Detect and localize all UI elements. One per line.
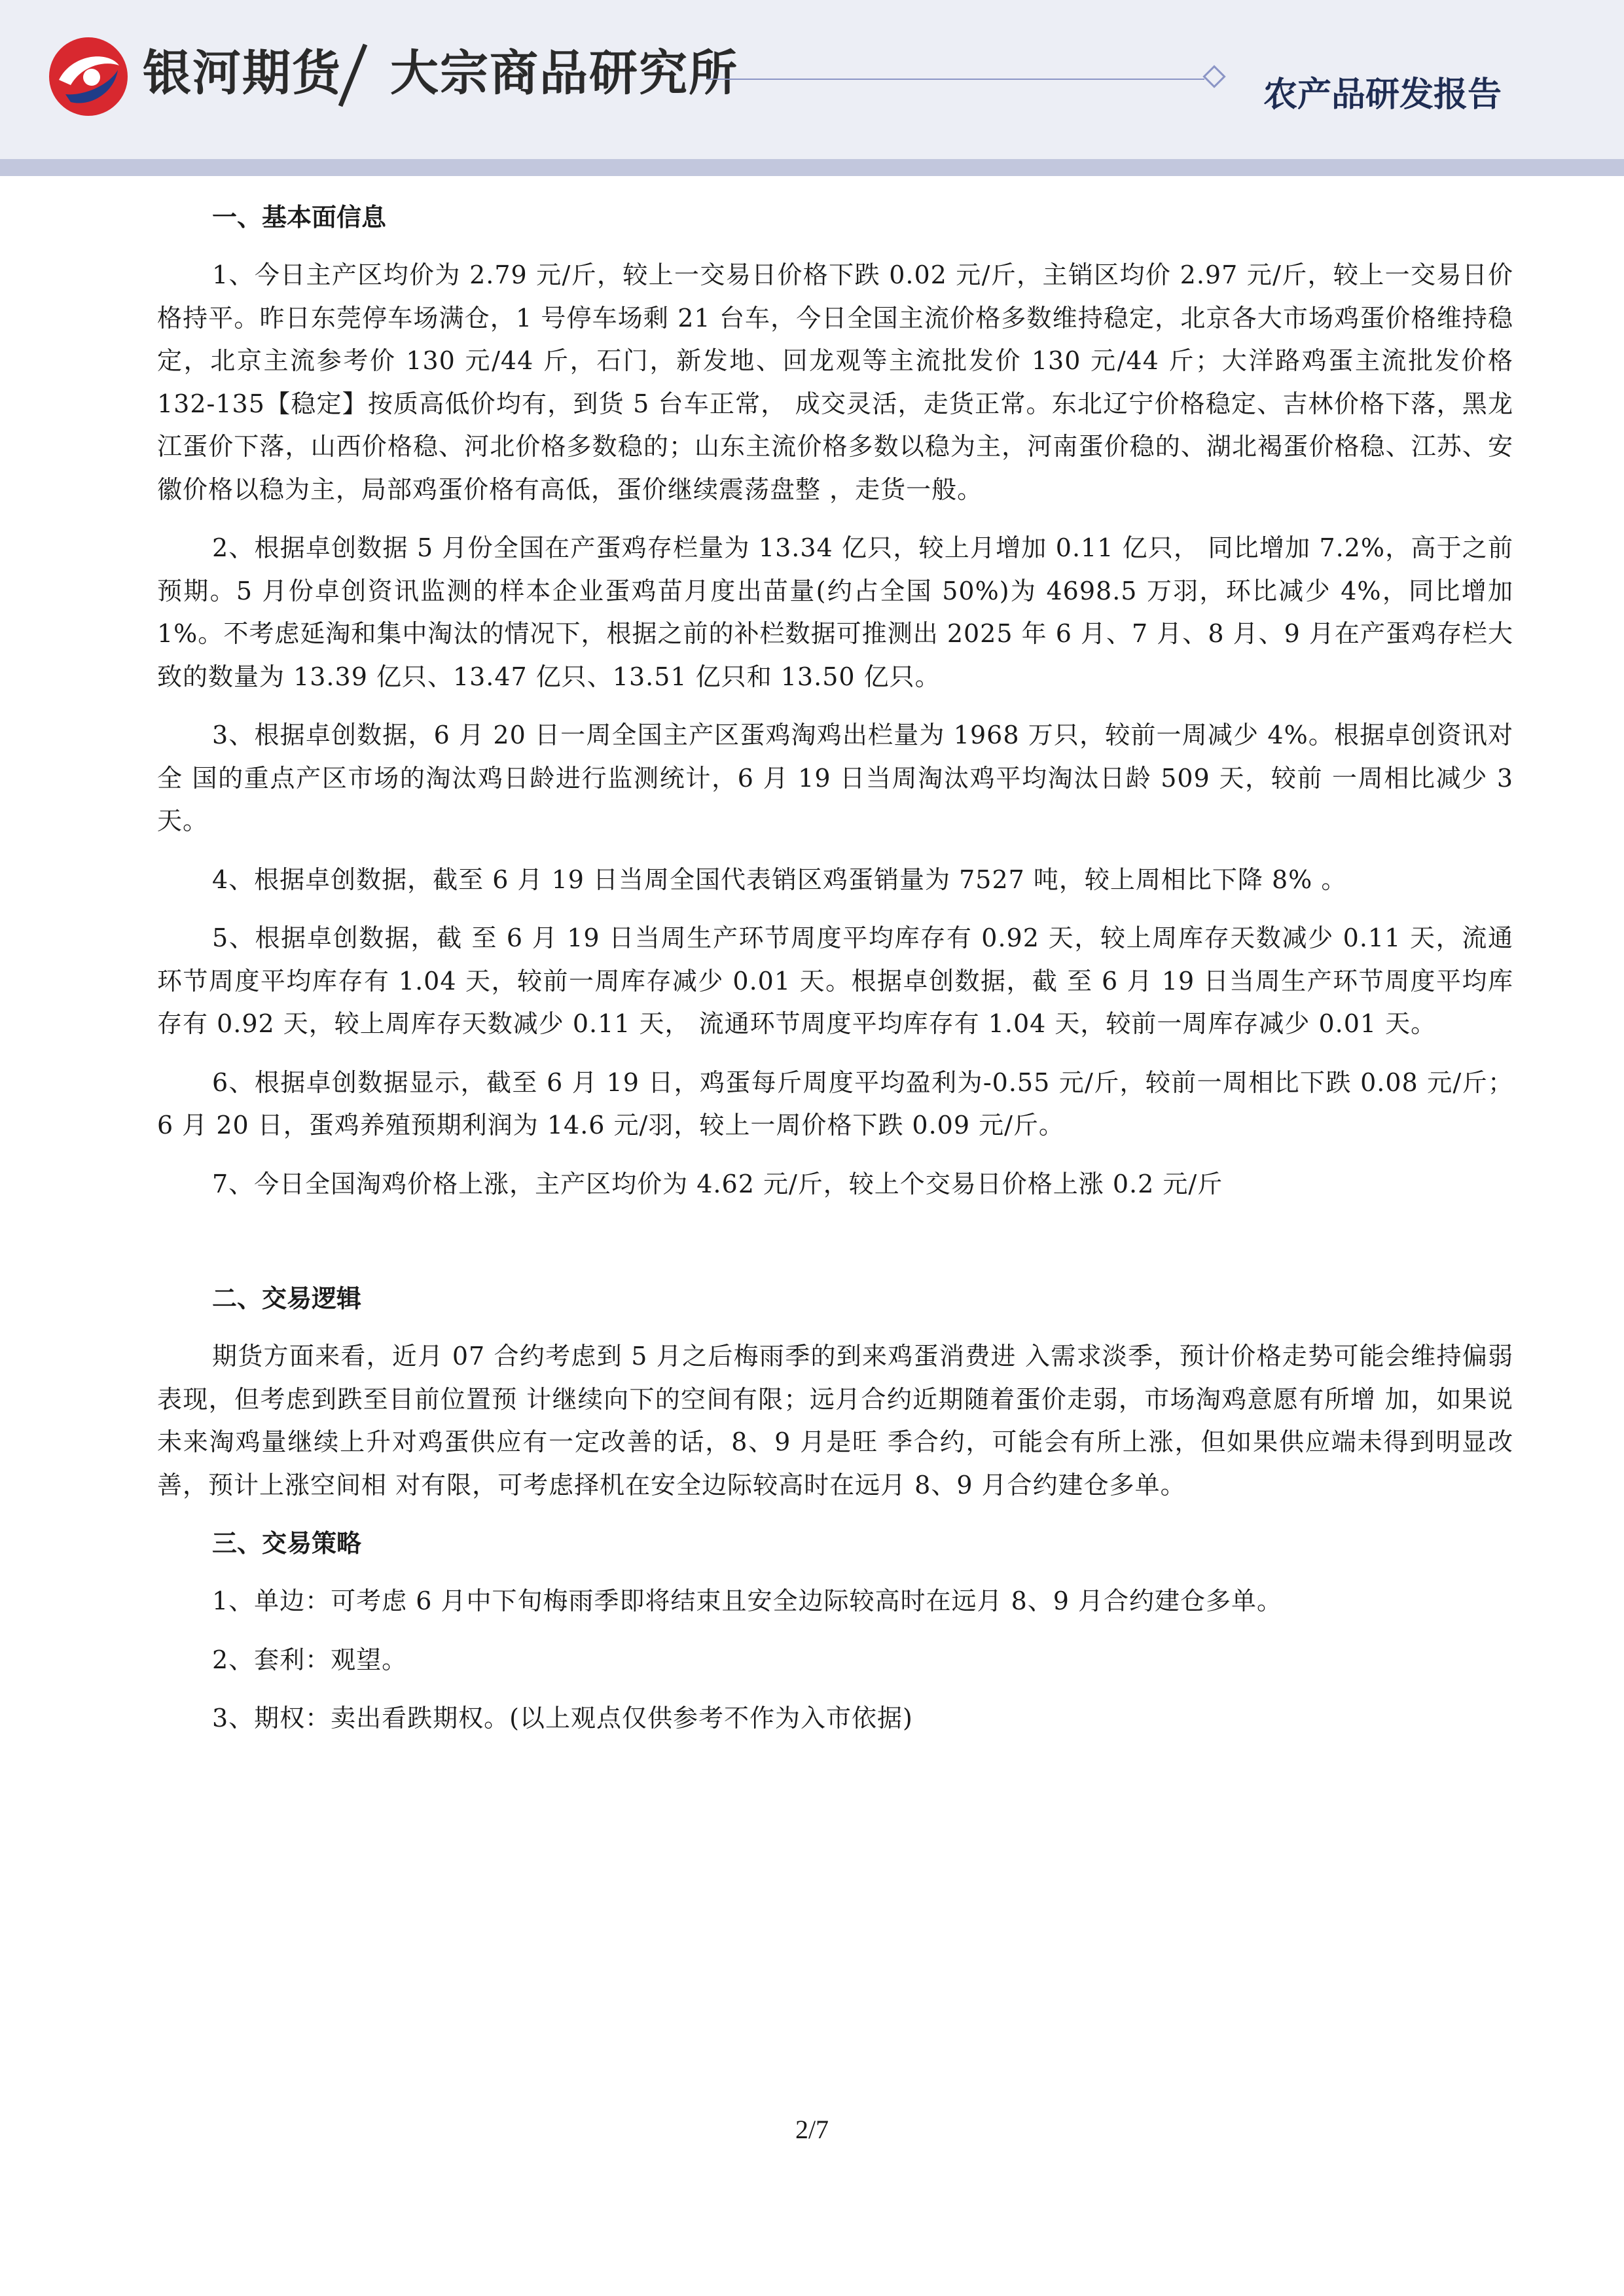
report-body [157,196,1513,1740]
header-accent-bar [0,159,1624,176]
section-title-trading-logic: 二、交易逻辑 [212,1283,362,1313]
paragraph: 5、根据卓创数据，截 至 6 月 19 日当周生产环节周度平均库存有 0.92 天，较上周库存天数减少 0.11 天，流通环节周度平均库存有 1.04 天，较前一周库存减少 0.01 天。根据卓创数据，截 至 6 月 19 日当周生产环节周度平均库存有 0.92 天，较上周库存天数减少 0.11 天， 流通环节周度平均库存有 1.04 天，较前一周库存减少 0.01 天。 [157,924,1513,1038]
header-divider [333,39,372,111]
page-number: 2/7 [795,2115,829,2144]
paragraph: 2、套利：观望。 [212,1645,408,1674]
paragraph: 1、单边：可考虑 6 月中下旬梅雨季即将结束且安全边际较高时在远月 8、9 月合约建仓多单。 [212,1587,1283,1615]
paragraph: 6、根据卓创数据显示，截至 6 月 19 日，鸡蛋每斤周度平均盈利为-0.55 元/斤，较前一周相比下跌 0.08 元/斤； 6 月 20 日，蛋鸡养殖预期利润为 14.6 元/羽，较上一周价格下跌 0.09 元/斤。 [157,1067,1513,1139]
department-name: 大宗商品研究所 [390,45,738,101]
paragraph: 3、根据卓创数据，6 月 20 日一周全国主产区蛋鸡淘鸡出栏量为 1968 万只，较前一周减少 4%。根据卓创资讯对全 国的重点产区市场的淘汰鸡日龄进行监测统计，6 月 19 日当周淘汰鸡平均淘汰日龄 509 天，较前 一周相比减少 3 天。 [157,721,1513,835]
galaxy-logo-icon [46,34,131,119]
paragraph: 2、根据卓创数据 5 月份全国在产蛋鸡存栏量为 13.34 亿只，较上月增加 0.11 亿只， 同比增加 7.2%，高于之前预期。5 月份卓创资讯监测的样本企业蛋鸡苗月度出苗量(约占全国 50%)为 4698.5 万羽，环比减少 4%，同比增加 1%。不考虑延淘和集中淘汰的情况下，根据之前的补栏数据可推测出 2025 年 6 月、7 月、8 月、9 月在产蛋鸡存栏大致的数量为 13.39 亿只、13.47 亿只、13.51 亿只和 13.50 亿只。 [157,533,1513,691]
page-header [0,0,1624,159]
header-decoration [707,64,1231,94]
section-title-fundamentals: 一、基本面信息 [212,202,387,232]
brand-name: 银河期货 [143,45,342,101]
paragraph: 期货方面来看，近月 07 合约考虑到 5 月之后梅雨季的到来鸡蛋消费进 入需求淡季，预计价格走势可能会维持偏弱表现，但考虑到跌至目前位置预 计继续向下的空间有限；远月合约近期随着蛋价走弱，市场淘鸡意愿有所增 加，如果说未来淘鸡量继续上升对鸡蛋供应有一定改善的话，8、9 月是旺 季合约，可能会有所上涨，但如果供应端未得到明显改善，预计上涨空间相 对有限，可考虑择机在安全边际较高时在远月 8、9 月合约建仓多单。 [157,1342,1513,1499]
report-type: 农产品研发报告 [1263,75,1502,115]
paragraph: 1、今日主产区均价为 2.79 元/斤，较上一交易日价格下跌 0.02 元/斤，主销区均价 2.97 元/斤，较上一交易日价格持平。昨日东莞停车场满仓，1 号停车场剩 21 台车，今日全国主流价格多数维持稳定，北京各大市场鸡蛋价格维持稳定，北京主流参考价 130 元/44 斤，石门，新发地、回龙观等主流批发价 130 元/44 斤；大洋路鸡蛋主流批发价格 132-135【稳定】按质高低价均有，到货 5 台车正常， 成交灵活，走货正常。东北辽宁价格稳定、吉林价格下落，黑龙江蛋价下落，山西价格稳、河北价格多数稳的；山东主流价格多数以稳为主，河南蛋价稳的、湖北褐蛋价格稳、江苏、安徽价格以稳为主，局部鸡蛋价格有高低，蛋价继续震荡盘整 ，走货一般。 [157,260,1513,504]
section-title-trading-strategy: 三、交易策略 [212,1528,362,1558]
paragraph: 7、今日全国淘鸡价格上涨，主产区均价为 4.62 元/斤，较上个交易日价格上涨 0.2 元/斤 [212,1169,1223,1198]
paragraph: 3、期权：卖出看跌期权。(以上观点仅供参考不作为入市依据) [212,1704,913,1732]
paragraph: 4、根据卓创数据，截至 6 月 19 日当周全国代表销区鸡蛋销量为 7527 吨，较上周相比下降 8% 。 [212,865,1347,894]
